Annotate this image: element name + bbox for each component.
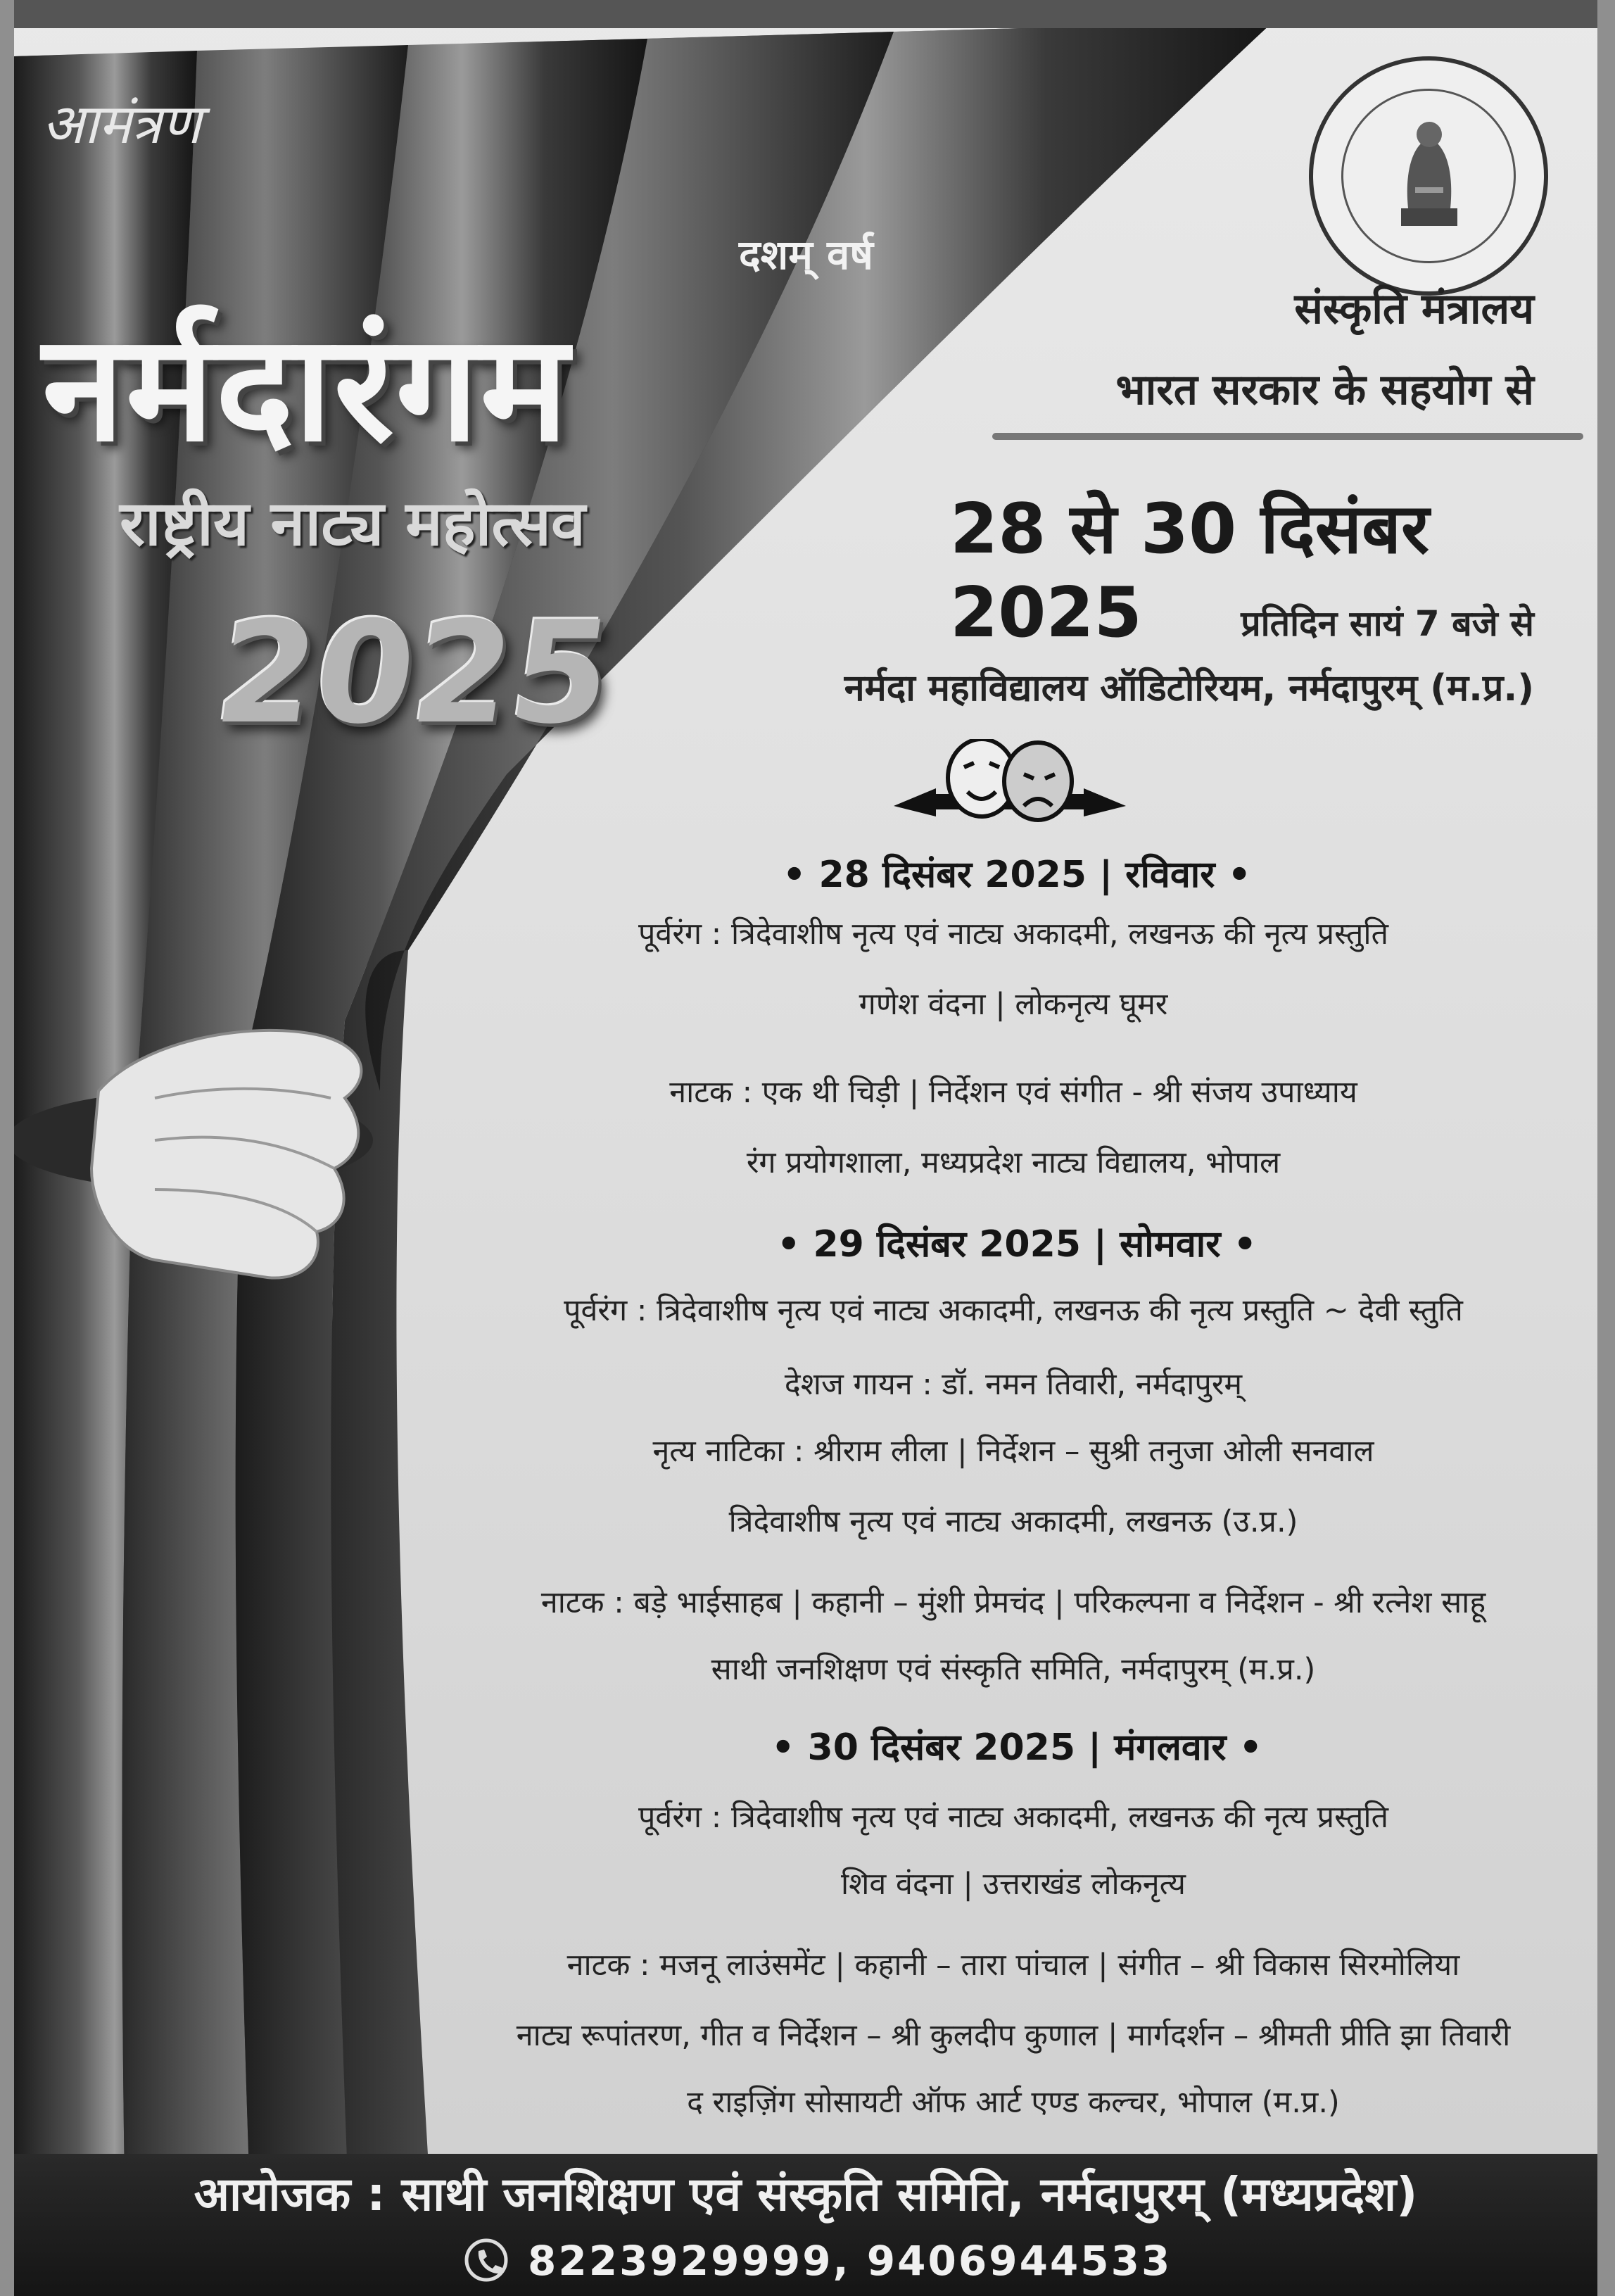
- festival-title: नर्मदारंगम: [42, 302, 570, 474]
- organizer: आयोजक : साथी जनशिक्षण एवं संस्कृति समिति, नर्मदापुरम् (मध्यप्रदेश): [194, 2167, 1418, 2221]
- day-2-line-4: त्रिदेवाशीष नृत्य एवं नाट्य अकादमी, लखनऊ (उ.प्र.): [728, 1504, 1298, 1539]
- day-2-line-6: साथी जनशिक्षण एवं संस्कृति समिति, नर्मदापुरम् (म.प्र.): [711, 1652, 1316, 1687]
- day-1-heading: • 28 दिसंबर 2025 | रविवार •: [783, 854, 1251, 896]
- invitation-script: आमंत्रण: [42, 93, 201, 156]
- festival-subtitle: राष्ट्रीय नाट्य महोत्सव: [120, 487, 585, 560]
- day-3-line-5: द राइज़िंग सोसायटी ऑफ आर्ट एण्ड कल्चर, भोपाल (म.प्र.): [687, 2085, 1340, 2120]
- poster: [14, 0, 1597, 2296]
- day-2-heading: • 29 दिसंबर 2025 | सोमवार •: [777, 1223, 1257, 1266]
- day-1-line-4: रंग प्रयोगशाला, मध्यप्रदेश नाट्य विद्यालय, भोपाल: [746, 1145, 1281, 1180]
- festival-dates: 28 से 30 दिसंबर 2025: [950, 489, 1430, 653]
- edition-label: दशम् वर्ष: [739, 231, 873, 279]
- day-2-line-1: पूर्वरंग : त्रिदेवाशीष नृत्य एवं नाट्य अकादमी, लखनऊ की नृत्य प्रस्तुति ~ देवी स्तुति: [564, 1293, 1463, 1328]
- day-2-line-2: देशज गायन : डॉ. नमन तिवारी, नर्मदापुरम्: [784, 1367, 1243, 1402]
- divider: [992, 433, 1583, 440]
- day-3-line-2: शिव वंदना | उत्तराखंड लोकनृत्य: [841, 1867, 1186, 1902]
- day-1-line-2: गणेश वंदना | लोकनृत्य घूमर: [859, 987, 1168, 1022]
- ministry-name: संस्कृति मंत्रालय: [1294, 284, 1534, 334]
- day-2-line-3: नृत्य नाटिका : श्रीराम लीला | निर्देशन – सुश्री तनुजा ओली सनवाल: [652, 1434, 1374, 1469]
- govt-support-text: भारत सरकार के सहयोग से: [1115, 365, 1534, 415]
- day-3-line-1: पूर्वरंग : त्रिदेवाशीष नृत्य एवं नाट्य अकादमी, लखनऊ की नृत्य प्रस्तुति: [638, 1800, 1388, 1835]
- day-3-line-4: नाट्य रूपांतरण, गीत व निर्देशन – श्री कुलदीप कुणाल | मार्गदर्शन – श्रीमती प्रीति झा तिवारी: [516, 2018, 1511, 2053]
- day-3-line-3: नाटक : मजनू लाउंसमेंट | कहानी – तारा पांचाल | संगीत – श्री विकास सिरमोलिया: [566, 1948, 1460, 1983]
- day-2-line-5: नाटक : बड़े भाईसाहब | कहानी – मुंशी प्रेमचंद | परिकल्पना व निर्देशन - श्री रत्नेश साहू: [540, 1585, 1486, 1620]
- govt-emblem-seal-icon: [1309, 56, 1548, 296]
- festival-year: 2025: [206, 591, 622, 755]
- day-1-line-1: पूर्वरंग : त्रिदेवाशीष नृत्य एवं नाट्य अकादमी, लखनऊ की नृत्य प्रस्तुति: [638, 916, 1388, 952]
- day-3-heading: • 30 दिसंबर 2025 | मंगलवार •: [771, 1727, 1262, 1769]
- venue: नर्मदा महाविद्यालय ऑडिटोरियम, नर्मदापुरम् (म.प्र.): [844, 667, 1534, 709]
- phone-icon: [464, 2238, 508, 2282]
- day-1-line-3: नाटक : एक थी चिड़ी | निर्देशन एवं संगीत - श्री संजय उपाध्याय: [669, 1075, 1357, 1110]
- theatre-masks-icon: [894, 739, 1126, 824]
- daily-time: प्रतिदिन सायं 7 बजे से: [1241, 603, 1534, 644]
- phone-numbers[interactable]: 8223929999, 9406944533: [528, 2237, 1172, 2285]
